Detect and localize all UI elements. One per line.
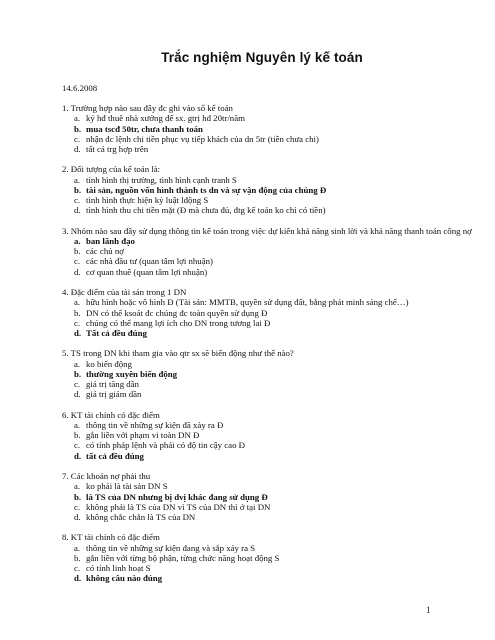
question-block (62, 287, 472, 338)
option-text: gắn liền với từng bộ phận, từng chức năng hoạt động S (86, 552, 280, 563)
question-block (62, 532, 472, 583)
answer-option-correct (62, 492, 472, 502)
answer-options (62, 236, 472, 277)
answer-option (62, 379, 472, 389)
option-text: không chắc chắn là TS của DN (86, 511, 196, 522)
option-letter: c. (74, 440, 81, 451)
option-letter: c. (74, 195, 81, 206)
answer-options (62, 543, 472, 584)
question-text: 1. Trường hợp nào sau đây đc ghi vào sổ kế toán (62, 103, 233, 113)
document-title: Trắc nghiệm Nguyên lý kế toán (161, 50, 363, 65)
option-text: giá trị tăng dần (86, 379, 140, 390)
answer-options (62, 420, 472, 461)
answer-options (62, 481, 472, 522)
option-letter: c. (74, 563, 81, 574)
option-text: nhận đc lệnh chi tiền phục vụ tiếp khách của dn 5tr (tiền chưa chi) (86, 133, 319, 144)
option-letter: a. (74, 358, 81, 369)
option-text: tình hình thực hiện kỷ luật lđộng S (86, 195, 209, 206)
option-letter: b. (74, 246, 81, 257)
option-text: tình hình thị trường, tình hình cạnh tranh S (86, 174, 237, 185)
answer-option (62, 430, 472, 440)
answer-options (62, 175, 472, 216)
question-text: 5. TS trong DN khi tham gia vào qtr sx sẽ biến động như thế nào? (62, 348, 294, 359)
option-letter: a. (74, 174, 81, 185)
option-text: ký hđ thuê nhà xưởng để sx. gtrị hđ 20tr/năm (86, 113, 245, 124)
answer-options (62, 113, 472, 154)
answer-option (62, 134, 472, 144)
option-text: chúng có thể mang lợi ích cho DN trong tương lai Đ (86, 317, 271, 328)
question-list (62, 103, 472, 594)
document-date: 14.6.2008 (62, 83, 98, 93)
option-text: thường xuyên biến động (86, 368, 178, 379)
option-text: mua tscđ 50tr, chưa thanh toán (86, 123, 203, 134)
page-number: 1 (426, 605, 431, 615)
option-text: tất cả trg hợp trên (86, 143, 149, 154)
question-block (62, 471, 472, 522)
option-letter: d. (74, 389, 81, 400)
question-block (62, 226, 472, 277)
option-letter: b. (74, 123, 82, 134)
answer-option (62, 512, 472, 522)
option-letter: d. (74, 573, 82, 584)
option-text: ko biến động (86, 358, 132, 369)
answer-option (62, 502, 472, 512)
answer-option-correct (62, 185, 472, 195)
question-text: 2. Đối tượng của kế toán là: (62, 164, 161, 175)
answer-option-correct (62, 124, 472, 134)
option-text: tài sản, nguồn vốn hình thành ts dn và sự vận động của chúng Đ (86, 184, 327, 195)
option-letter: a. (74, 542, 81, 553)
answer-option (62, 359, 472, 369)
answer-option-correct (62, 328, 472, 338)
question-text: 3. Nhóm nào sau đây sử dụng thông tin kế toán trong việc dự kiến khả năng sinh lời và khả năng thanh toán công nợ (62, 225, 472, 236)
answer-option (62, 318, 472, 328)
option-text: không phải là TS của DN vì TS của DN thì ở tại DN (86, 501, 271, 512)
option-text: Tất cả đều đúng (86, 327, 147, 338)
option-letter: d. (74, 266, 81, 277)
option-letter: d. (74, 205, 81, 216)
option-letter: a. (74, 297, 81, 308)
answer-option (62, 389, 472, 399)
question-text: 7. Các khoản nợ phải thu (62, 470, 151, 481)
option-text: hữu hình hoặc vô hình Đ (Tài sản: MMTB, quyền sử dụng đất, bằng phát minh sáng chế…) (86, 297, 409, 308)
option-letter: b. (74, 430, 81, 441)
option-letter: a. (74, 481, 81, 492)
option-letter: a. (74, 420, 81, 431)
option-text: tình hình thu chi tiền mặt (Đ mà chưa đủ, đtg kế toán ko chỉ có tiền) (86, 205, 326, 216)
answer-option (62, 563, 472, 573)
answer-options (62, 297, 472, 338)
answer-option (62, 297, 472, 307)
option-letter: b. (74, 307, 81, 318)
option-letter: c. (74, 133, 81, 144)
option-text: DN có thể ksoát đc chúng đc toàn quyền sử dụng Đ (86, 307, 268, 318)
option-letter: d. (74, 327, 82, 338)
option-text: tất cả đều đúng (86, 450, 144, 461)
option-letter: d. (74, 511, 81, 522)
option-letter: c. (74, 501, 81, 512)
option-text: gắn liền với phạm vi toàn DN Đ (86, 430, 200, 441)
answer-option-correct (62, 451, 472, 461)
option-letter: d. (74, 143, 81, 154)
answer-option-correct (62, 369, 472, 379)
question-text: 4. Đặc điểm của tài sản trong 1 DN (62, 286, 187, 297)
option-text: ko phải là tài sản DN S (86, 481, 168, 492)
option-letter: b. (74, 552, 81, 563)
option-letter: c. (74, 317, 81, 328)
answer-option (62, 205, 472, 215)
answer-option (62, 267, 472, 277)
answer-option (62, 175, 472, 185)
option-letter: b. (74, 184, 82, 195)
answer-option-correct (62, 573, 472, 583)
answer-option (62, 553, 472, 563)
option-letter: b. (74, 368, 82, 379)
option-text: không câu nào đúng (86, 573, 163, 584)
answer-option (62, 256, 472, 266)
option-text: thông tin về những sự kiện đang và sắp xảy ra S (86, 542, 256, 553)
option-letter: c. (74, 256, 81, 267)
question-block (62, 103, 472, 154)
option-letter: d. (74, 450, 82, 461)
option-letter: a. (74, 113, 81, 124)
option-text: các chủ nợ (86, 246, 124, 257)
option-text: cơ quan thuế (quan tâm lợi nhuận) (86, 266, 208, 277)
option-text: có tính pháp lệnh và phải có độ tin cậy cao Đ (86, 440, 246, 451)
question-block (62, 348, 472, 399)
option-letter: b. (74, 491, 82, 502)
answer-option (62, 440, 472, 450)
option-text: giá trị giảm dần (86, 389, 142, 400)
option-text: ban lãnh đạo (86, 236, 135, 247)
option-text: là TS của DN nhưng bị dvị khác đang sử dụng Đ (86, 491, 268, 502)
question-block (62, 410, 472, 461)
answer-option (62, 420, 472, 430)
answer-option (62, 195, 472, 205)
answer-option (62, 481, 472, 491)
answer-option (62, 543, 472, 553)
question-text: 8. KT tài chính có đặc điểm (62, 532, 160, 543)
answer-option (62, 246, 472, 256)
option-letter: c. (74, 379, 81, 390)
option-letter: a. (74, 236, 81, 247)
option-text: các nhà đầu tư (quan tâm lợi nhuận) (86, 256, 213, 267)
answer-options (62, 359, 472, 400)
answer-option (62, 113, 472, 123)
option-text: thông tin về những sự kiện đã xảy ra Đ (86, 420, 224, 431)
option-text: có tính linh hoạt S (86, 563, 151, 574)
answer-option (62, 308, 472, 318)
answer-option-correct (62, 236, 472, 246)
question-text: 6. KT tài chính có đặc điểm (62, 409, 160, 420)
answer-option (62, 144, 472, 154)
question-block (62, 164, 472, 215)
